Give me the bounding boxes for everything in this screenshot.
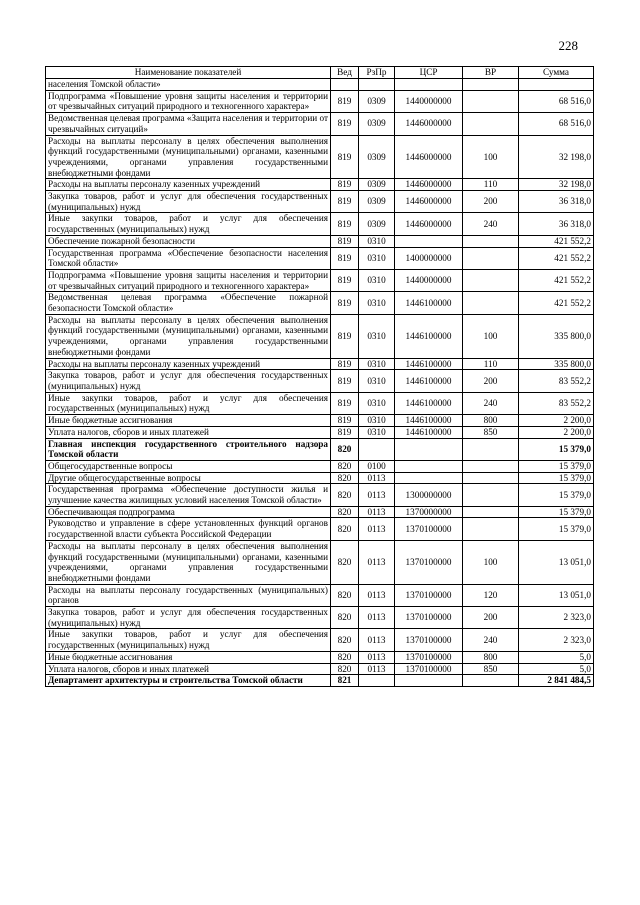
table-row [46,460,594,472]
cell-vr: 200 [463,370,519,392]
cell-sum: 68 516,0 [519,113,594,135]
cell-sum: 5,0 [519,651,594,663]
cell-ved: 820 [331,651,359,663]
cell-sum: 5,0 [519,663,594,675]
cell-vr [463,79,519,91]
header-row [46,67,594,79]
cell-name: Обеспечение пожарной безопасности [46,235,331,247]
cell-ved: 821 [331,675,359,687]
cell-vr: 800 [463,651,519,663]
cell-rzpr [359,675,395,687]
cell-csr: 1446100000 [395,358,463,370]
cell-sum: 421 552,2 [519,247,594,269]
cell-rzpr: 0310 [359,269,395,291]
cell-csr: 1446100000 [395,314,463,358]
cell-name: Закупка товаров, работ и услуг для обеспечения государственных (муниципальных) нужд [46,607,331,629]
cell-vr [463,113,519,135]
cell-ved: 820 [331,438,359,460]
cell-ved: 819 [331,370,359,392]
cell-csr: 1446000000 [395,135,463,179]
cell-csr: 1370100000 [395,629,463,651]
cell-rzpr: 0309 [359,113,395,135]
cell-vr: 110 [463,179,519,191]
cell-csr: 1446100000 [395,370,463,392]
cell-rzpr: 0113 [359,651,395,663]
cell-rzpr: 0310 [359,235,395,247]
cell-sum: 2 200,0 [519,415,594,427]
cell-csr: 1370100000 [395,584,463,606]
cell-ved: 820 [331,629,359,651]
cell-sum: 2 200,0 [519,426,594,438]
cell-ved: 820 [331,484,359,506]
cell-vr [463,675,519,687]
cell-name: Расходы на выплаты персоналу в целях обеспечения выполнения функций государственными (муниципальными) органами, казенными учреждениями, органами управления государственными внебюджетными фондами [46,135,331,179]
cell-vr: 100 [463,540,519,584]
cell-rzpr: 0310 [359,370,395,392]
cell-name: Ведомственная целевая программа «Обеспечение пожарной безопасности Томской области» [46,292,331,314]
cell-ved: 820 [331,518,359,540]
cell-name: Закупка товаров, работ и услуг для обеспечения государственных (муниципальных) нужд [46,370,331,392]
cell-csr: 1446000000 [395,179,463,191]
cell-name: Расходы на выплаты персоналу казенных учреждений [46,358,331,370]
cell-name: Государственная программа «Обеспечение доступности жилья и улучшение качества жилищных условий населения Томской области» [46,484,331,506]
cell-ved: 820 [331,506,359,518]
cell-csr: 1370100000 [395,607,463,629]
cell-vr: 100 [463,135,519,179]
cell-name: Подпрограмма «Повышение уровня защиты населения и территории от чрезвычайных ситуаций природного и техногенного характера» [46,269,331,291]
cell-sum: 83 552,2 [519,392,594,414]
cell-csr: 1370100000 [395,540,463,584]
cell-sum: 2 323,0 [519,629,594,651]
cell-vr [463,438,519,460]
cell-vr: 100 [463,314,519,358]
table-row [46,79,594,91]
table-row [46,113,594,135]
cell-sum: 36 318,0 [519,191,594,213]
header-ved: Вед [331,67,359,79]
cell-ved: 820 [331,540,359,584]
cell-rzpr: 0309 [359,213,395,235]
cell-ved: 819 [331,292,359,314]
table-row [46,370,594,392]
cell-rzpr [359,438,395,460]
cell-csr [395,675,463,687]
header-csr: ЦСР [395,67,463,79]
table-row [46,415,594,427]
cell-sum: 83 552,2 [519,370,594,392]
page-number: 228 [558,38,578,53]
cell-vr: 240 [463,392,519,414]
cell-sum: 15 379,0 [519,518,594,540]
cell-name: Другие общегосударственные вопросы [46,472,331,484]
cell-vr [463,269,519,291]
cell-ved: 819 [331,113,359,135]
budget-table [45,66,594,687]
cell-rzpr: 0310 [359,415,395,427]
table-row [46,675,594,687]
cell-rzpr: 0309 [359,90,395,112]
cell-name: Иные закупки товаров, работ и услуг для обеспечения государственных (муниципальных) нужд [46,213,331,235]
cell-csr: 1370100000 [395,518,463,540]
cell-rzpr: 0113 [359,484,395,506]
cell-rzpr: 0310 [359,392,395,414]
cell-sum: 421 552,2 [519,269,594,291]
cell-ved: 819 [331,247,359,269]
cell-sum: 2 841 484,5 [519,675,594,687]
table-row [46,235,594,247]
cell-name: Иные бюджетные ассигнования [46,651,331,663]
cell-rzpr: 0100 [359,460,395,472]
cell-csr: 1440000000 [395,90,463,112]
header-name: Наименование показателей [46,67,331,79]
table-row [46,472,594,484]
table-row [46,584,594,606]
cell-ved: 819 [331,358,359,370]
table-row [46,90,594,112]
cell-name: Уплата налогов, сборов и иных платежей [46,663,331,675]
cell-rzpr: 0113 [359,663,395,675]
table-row [46,269,594,291]
table-row [46,438,594,460]
header-rzpr: РзПр [359,67,395,79]
cell-ved: 819 [331,415,359,427]
table-row [46,607,594,629]
cell-vr [463,292,519,314]
cell-vr [463,460,519,472]
cell-name: Подпрограмма «Повышение уровня защиты населения и территории от чрезвычайных ситуаций природного и техногенного характера» [46,90,331,112]
cell-name: Расходы на выплаты персоналу казенных учреждений [46,179,331,191]
cell-csr: 1446000000 [395,113,463,135]
cell-sum: 68 516,0 [519,90,594,112]
cell-sum: 421 552,2 [519,235,594,247]
cell-name: Обеспечивающая подпрограмма [46,506,331,518]
cell-name: Главная инспекция государственного строительного надзора Томской области [46,438,331,460]
table-row [46,247,594,269]
table-row [46,213,594,235]
cell-name: Расходы на выплаты персоналу в целях обеспечения выполнения функций государственными (муниципальными) органами, казенными учреждениями, органами управления государственными внебюджетными фондами [46,540,331,584]
header-vr: ВР [463,67,519,79]
cell-sum: 335 800,0 [519,358,594,370]
cell-vr [463,235,519,247]
cell-csr [395,472,463,484]
cell-ved: 819 [331,426,359,438]
table-row [46,518,594,540]
table-row [46,629,594,651]
cell-sum: 13 051,0 [519,540,594,584]
table-row [46,191,594,213]
cell-ved: 820 [331,607,359,629]
cell-vr [463,472,519,484]
cell-sum: 15 379,0 [519,506,594,518]
cell-rzpr: 0309 [359,135,395,179]
cell-rzpr: 0309 [359,179,395,191]
cell-ved [331,79,359,91]
cell-csr: 1440000000 [395,269,463,291]
table-row [46,392,594,414]
cell-vr [463,506,519,518]
cell-vr: 200 [463,191,519,213]
table-body [46,79,594,687]
header-sum: Сумма [519,67,594,79]
cell-csr: 1446000000 [395,213,463,235]
cell-csr: 1370100000 [395,651,463,663]
cell-rzpr: 0113 [359,607,395,629]
table-row [46,663,594,675]
cell-vr [463,484,519,506]
cell-ved: 819 [331,213,359,235]
cell-ved: 819 [331,90,359,112]
cell-ved: 819 [331,135,359,179]
cell-name: Иные закупки товаров, работ и услуг для обеспечения государственных (муниципальных) нужд [46,392,331,414]
cell-sum [519,79,594,91]
cell-csr: 1446100000 [395,426,463,438]
cell-ved: 819 [331,179,359,191]
cell-csr [395,235,463,247]
cell-vr: 850 [463,663,519,675]
cell-sum: 32 198,0 [519,135,594,179]
cell-name: Расходы на выплаты персоналу государственных (муниципальных) органов [46,584,331,606]
cell-sum: 15 379,0 [519,472,594,484]
table-row [46,292,594,314]
cell-rzpr: 0310 [359,426,395,438]
cell-csr: 1370000000 [395,506,463,518]
cell-csr: 1446100000 [395,292,463,314]
cell-ved: 819 [331,191,359,213]
cell-vr: 120 [463,584,519,606]
cell-vr [463,247,519,269]
cell-name: Уплата налогов, сборов и иных платежей [46,426,331,438]
table-row [46,506,594,518]
cell-rzpr: 0310 [359,292,395,314]
cell-rzpr: 0113 [359,472,395,484]
cell-csr [395,460,463,472]
cell-sum: 2 323,0 [519,607,594,629]
cell-rzpr: 0309 [359,191,395,213]
table-row [46,314,594,358]
cell-vr: 240 [463,629,519,651]
table-row [46,426,594,438]
cell-rzpr: 0310 [359,314,395,358]
cell-name: Государственная программа «Обеспечение безопасности населения Томской области» [46,247,331,269]
cell-ved: 820 [331,472,359,484]
cell-csr: 1446000000 [395,191,463,213]
cell-vr: 240 [463,213,519,235]
cell-csr [395,438,463,460]
cell-ved: 819 [331,269,359,291]
cell-rzpr: 0310 [359,247,395,269]
cell-sum: 36 318,0 [519,213,594,235]
cell-name: Ведомственная целевая программа «Защита населения и территории от чрезвычайных ситуаций» [46,113,331,135]
cell-rzpr: 0310 [359,358,395,370]
cell-csr: 1300000000 [395,484,463,506]
cell-csr: 1370100000 [395,663,463,675]
cell-sum: 335 800,0 [519,314,594,358]
cell-sum: 15 379,0 [519,484,594,506]
cell-name: Иные бюджетные ассигнования [46,415,331,427]
cell-ved: 819 [331,314,359,358]
cell-csr: 1446100000 [395,392,463,414]
table-row [46,358,594,370]
cell-ved: 819 [331,235,359,247]
cell-ved: 820 [331,663,359,675]
table-row [46,179,594,191]
table-row [46,651,594,663]
cell-csr: 1400000000 [395,247,463,269]
cell-rzpr: 0113 [359,518,395,540]
cell-vr: 200 [463,607,519,629]
cell-name: Расходы на выплаты персоналу в целях обеспечения выполнения функций государственными (муниципальными) органами, казенными учреждениями, органами управления государственными внебюджетными фондами [46,314,331,358]
cell-vr [463,90,519,112]
cell-csr: 1446100000 [395,415,463,427]
cell-sum: 15 379,0 [519,460,594,472]
cell-sum: 421 552,2 [519,292,594,314]
table-row [46,484,594,506]
cell-name: населения Томской области» [46,79,331,91]
cell-vr: 850 [463,426,519,438]
cell-name: Общегосударственные вопросы [46,460,331,472]
cell-sum: 32 198,0 [519,179,594,191]
cell-rzpr: 0113 [359,506,395,518]
cell-name: Департамент архитектуры и строительства Томской области [46,675,331,687]
cell-ved: 820 [331,584,359,606]
cell-rzpr: 0113 [359,584,395,606]
cell-vr: 110 [463,358,519,370]
cell-vr [463,518,519,540]
cell-rzpr [359,79,395,91]
cell-sum: 15 379,0 [519,438,594,460]
cell-name: Иные закупки товаров, работ и услуг для обеспечения государственных (муниципальных) нужд [46,629,331,651]
table-row [46,135,594,179]
cell-ved: 819 [331,392,359,414]
cell-rzpr: 0113 [359,629,395,651]
cell-rzpr: 0113 [359,540,395,584]
cell-name: Руководство и управление в сфере установленных функций органов государственной власти субъекта Российской Федерации [46,518,331,540]
cell-ved: 820 [331,460,359,472]
cell-csr [395,79,463,91]
table-row [46,540,594,584]
cell-name: Закупка товаров, работ и услуг для обеспечения государственных (муниципальных) нужд [46,191,331,213]
cell-sum: 13 051,0 [519,584,594,606]
cell-vr: 800 [463,415,519,427]
